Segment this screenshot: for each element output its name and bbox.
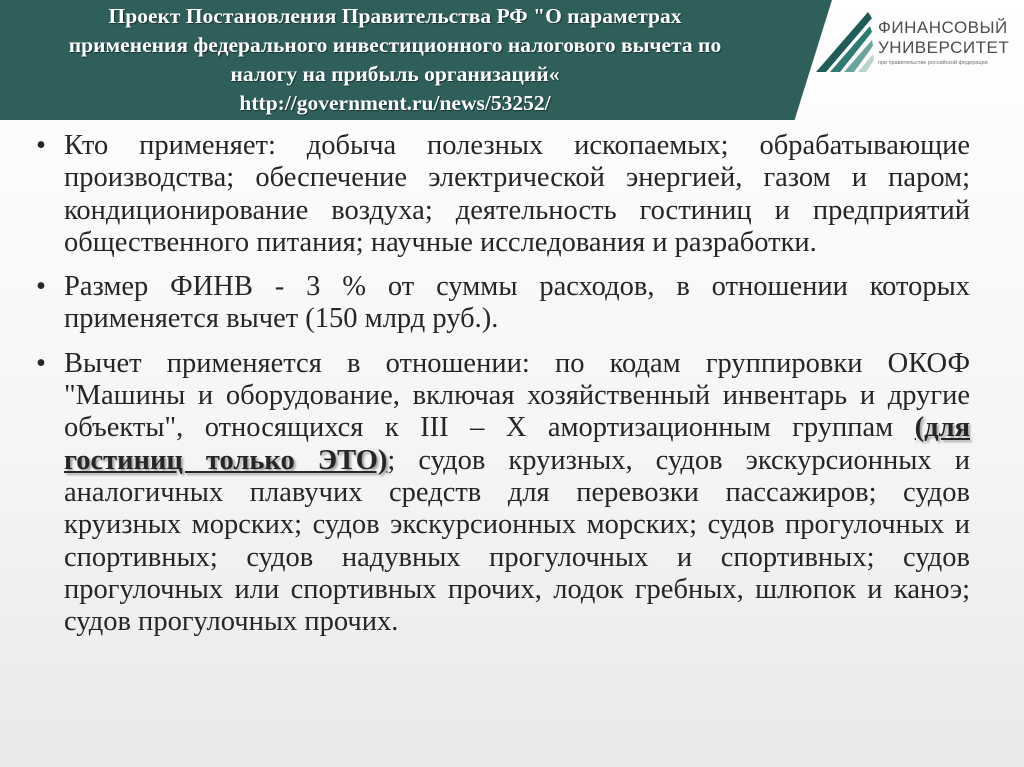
bullet-deduction-size [36,271,970,336]
slide-title-line: налогу на прибыль организаций« [230,62,560,86]
bullet-text: Размер ФИНВ - 3 % от суммы расходов, в отношении которых применяется вычет (150 млрд руб.). [64,271,970,335]
bullet-text-after: ; судов круизных, судов экскурсионных и аналогичных плавучих средств для перевозки пассажиров; судов круизных морских; судов экскурсионных морских; судов прогулочных и спортивных; судов надувных прогулочных и спортивных; судов прогулочных или спортивных прочих, лодок гребных, шлюпок и каноэ; судов прогулочных прочих. [64,444,970,638]
slide-title-line: применения федерального инвестиционного налогового вычета по [68,33,722,57]
logo-subtitle: при правительстве российской федерации [878,60,988,66]
slide-title-line: Проект Постановления Правительства РФ "О параметрах [108,4,682,28]
logo-text-line2: УНИВЕРСИТЕТ [878,38,1010,57]
bullet-who-applies [36,130,970,259]
bullet-deduction-scope [36,348,970,639]
slide-title-url: http://government.ru/news/53252/ [239,91,551,115]
logo-text-line1: ФИНАНСОВЫЙ [878,18,1008,37]
hotel-note-highlight: (для гостиниц только ЭТО) [64,412,970,476]
university-logo [812,12,1022,76]
slide-title [0,2,790,118]
slide-body [36,130,970,650]
logo-mark-icon [812,12,878,76]
bullet-text-before: Вычет применяется в отношении: по кодам группировки ОКОФ "Машины и оборудование, включая хозяйственный инвентарь и другие объекты", относящихся к III – X амортизационным группам [64,347,970,444]
bullet-text: Кто применяет: добыча полезных ископаемых; обрабатывающие производства; обеспечение электрической энергией, газом и паром; кондиционирование воздуха; деятельность гостиниц и предприятий общественного питания; научные исследования и разработки. [64,130,970,258]
